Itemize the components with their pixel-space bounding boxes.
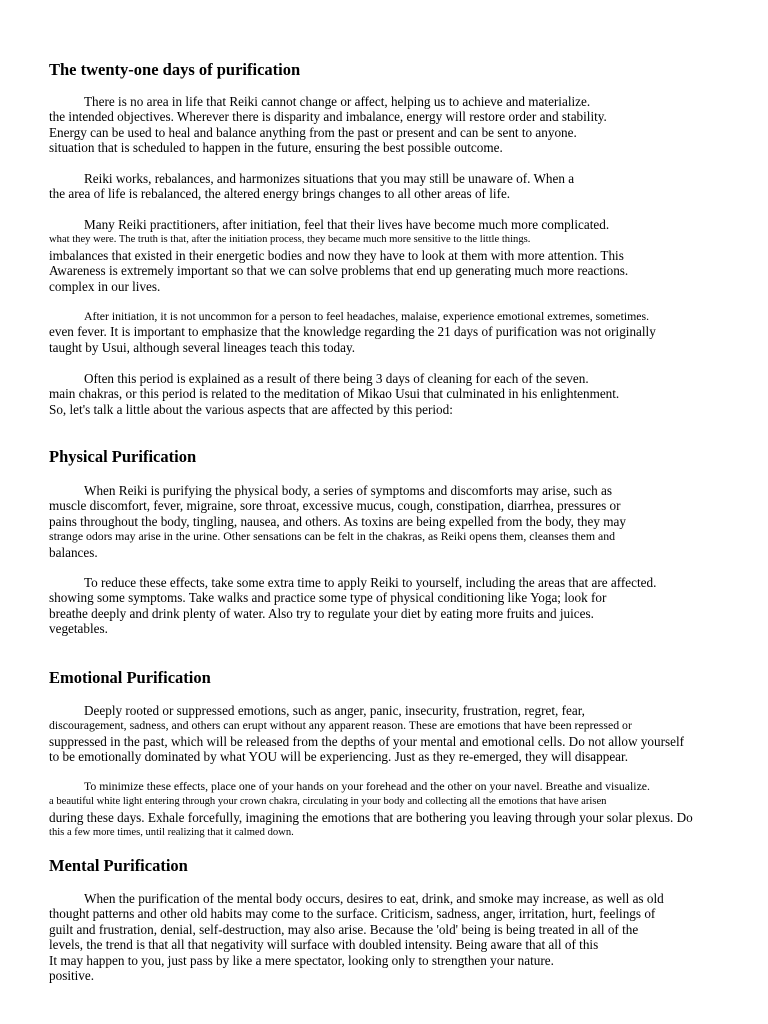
paragraph (49, 891, 749, 983)
text-line: even fever. It is important to emphasize that the knowledge regarding the 21 days of purification was not originally (49, 324, 656, 340)
text-line: suppressed in the past, which will be released from the depths of your mental and emotional cells. Do not allow yourself (49, 733, 685, 749)
text-line: taught by Usui, although several lineages teach this today. (49, 339, 356, 355)
text-line: Energy can be used to heal and balance anything from the past or present and can be sent to anyone. (49, 124, 577, 140)
paragraph (49, 371, 749, 417)
text-line: When Reiki is purifying the physical body, a series of symptoms and discomforts may arise, such as (84, 483, 613, 498)
text-line: main chakras, or this period is related to the meditation of Mikao Usui that culminated in his enlightenment. (49, 386, 620, 402)
text-line: To reduce these effects, take some extra time to apply Reiki to yourself, including the areas that are affected. (84, 575, 657, 590)
text-line: Reiki works, rebalances, and harmonizes situations that you may still be unaware of. When a (84, 171, 575, 186)
text-line: breathe deeply and drink plenty of water. Also try to regulate your diet by eating more fruits and juices. (49, 605, 594, 621)
text-line: complex in our lives. (49, 278, 161, 294)
text-line: After initiation, it is not uncommon for a person to feel headaches, malaise, experience emotional extremes, sometimes. (84, 309, 650, 323)
text-line: thought patterns and other old habits may come to the surface. Criticism, sadness, anger, irritation, hurt, feelings of (49, 906, 656, 922)
text-line: So, let's talk a little about the various aspects that are affected by this period: (49, 401, 453, 417)
text-line: discouragement, sadness, and others can erupt without any apparent reason. These are emotions that have been repressed or (49, 718, 632, 733)
text-line: positive. (49, 967, 95, 983)
text-line: pains throughout the body, tingling, nausea, and others. As toxins are being expelled from the body, they may (49, 513, 626, 529)
text-line: vegetables. (49, 621, 108, 637)
section-heading-physical: Physical Purification (49, 447, 197, 466)
text-line: levels, the trend is that all that negativity will surface with doubled intensity. Being aware that all of this (49, 937, 599, 953)
text-line: There is no area in life that Reiki cannot change or affect, helping us to achieve and materialize. (84, 94, 591, 109)
paragraph (49, 217, 749, 294)
paragraph (49, 94, 749, 156)
section-heading-emotional: Emotional Purification (49, 668, 211, 687)
text-line: Awareness is extremely important so that we can solve problems that end up generating much more reactions. (49, 263, 629, 279)
text-line: When the purification of the mental body occurs, desires to eat, drink, and smoke may increase, as well as old (84, 891, 664, 906)
paragraph (49, 171, 749, 202)
text-line: this a few more times, until realizing that it calmed down. (49, 827, 294, 839)
section-heading-mental: Mental Purification (49, 856, 188, 875)
text-line: what they were. The truth is that, after the initiation process, they became much more sensitive to the little things. (49, 234, 531, 246)
text-line: the intended objectives. Wherever there is disparity and imbalance, energy will restore order and stability. (49, 109, 607, 125)
text-line: a beautiful white light entering through your crown chakra, circulating in your body and collecting all the emotions that have arisen (49, 796, 607, 808)
paragraph (49, 309, 749, 355)
paragraph (49, 575, 749, 637)
paragraph (49, 703, 749, 765)
text-line: strange odors may arise in the urine. Other sensations can be felt in the chakras, as Reiki opens them, cleanses them and (49, 529, 616, 544)
text-line: Often this period is explained as a result of there being 3 days of cleaning for each of the seven. (84, 371, 589, 386)
text-line: Deeply rooted or suppressed emotions, such as anger, panic, insecurity, frustration, regret, fear, (84, 703, 585, 718)
text-line: To minimize these effects, place one of your hands on your forehead and the other on your navel. Breathe and visualize. (84, 779, 650, 793)
text-line: guilt and frustration, denial, self-destruction, may also arise. Because the 'old' being is being treated in all of the (49, 921, 639, 937)
paragraph (49, 483, 749, 560)
section-heading-purification: The twenty-one days of purification (49, 60, 301, 79)
text-line: showing some symptoms. Take walks and practice some type of physical conditioning like Yoga; look for (49, 590, 607, 606)
text-line: to be emotionally dominated by what YOU will be experiencing. Just as they re-emerged, they will disappear. (49, 749, 628, 765)
text-line: imbalances that existed in their energetic bodies and now they have to look at them with more attention. This (49, 247, 624, 263)
text-line: Many Reiki practitioners, after initiation, feel that their lives have become much more complicated. (84, 217, 610, 232)
text-line: the area of life is rebalanced, the altered energy brings changes to all other areas of life. (49, 186, 511, 202)
text-line: balances. (49, 544, 98, 560)
text-line: during these days. Exhale forcefully, imagining the emotions that are bothering you leaving through your solar plexus. Do (49, 809, 693, 825)
text-line: situation that is scheduled to happen in the future, ensuring the best possible outcome. (49, 140, 503, 156)
paragraph (49, 779, 749, 841)
text-line: muscle discomfort, fever, migraine, sore throat, excessive mucus, cough, constipation, diarrhea, pressures or (49, 498, 621, 514)
text-line: It may happen to you, just pass by like a mere spectator, looking only to strengthen your nature. (49, 952, 554, 968)
